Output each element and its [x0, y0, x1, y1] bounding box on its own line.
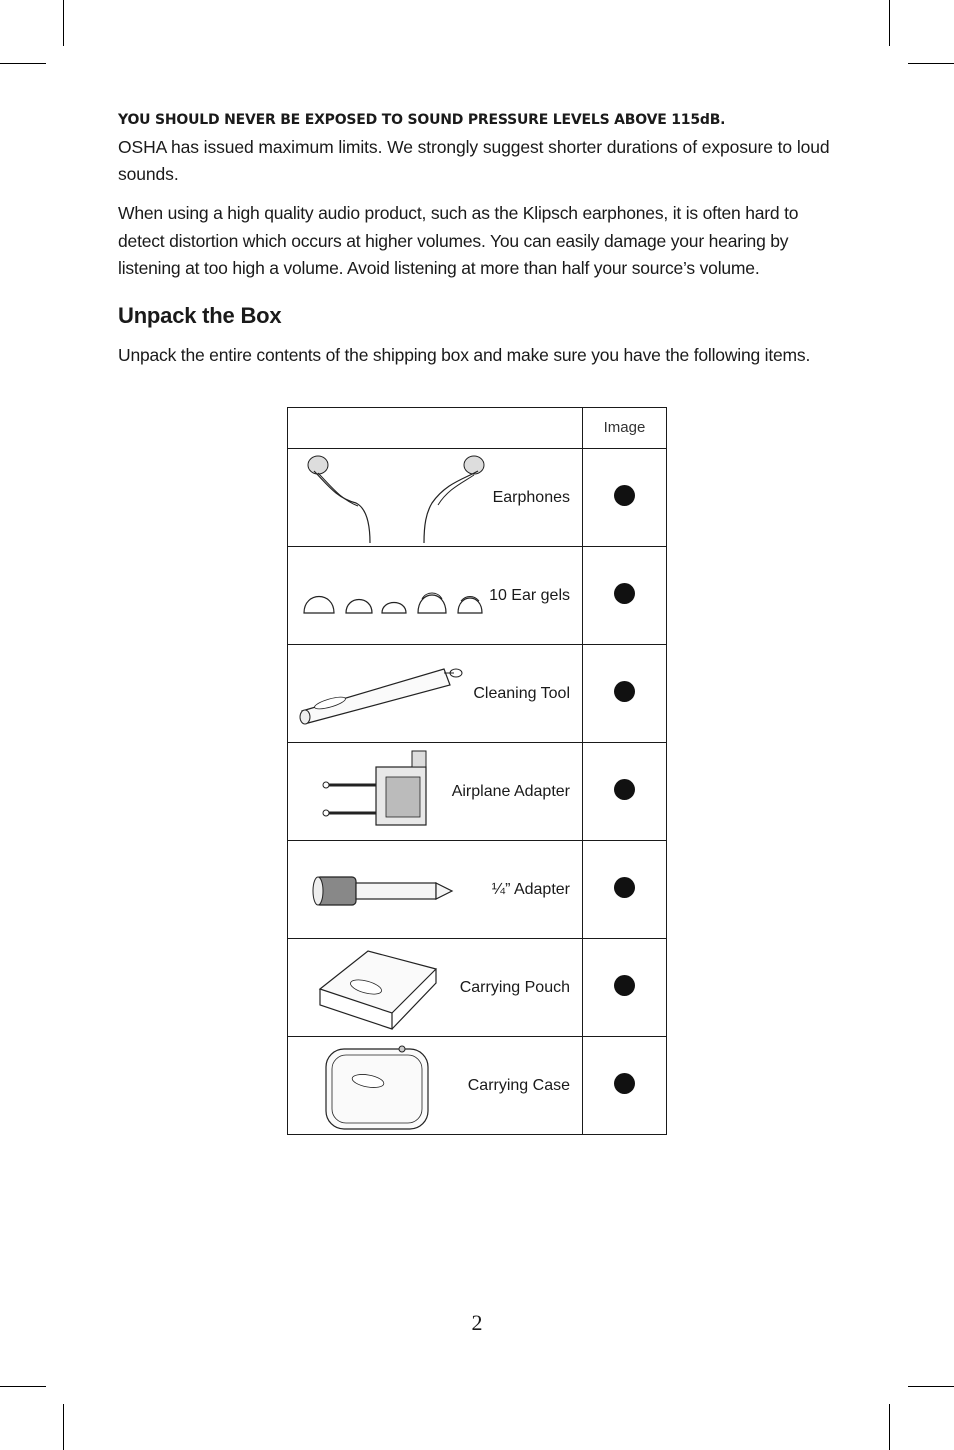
- checkbox-dot: [614, 877, 635, 898]
- carrying-case-icon: [296, 1041, 496, 1131]
- table-header-row: [288, 408, 667, 449]
- item-cell: [288, 449, 582, 546]
- crop-mark: [63, 0, 64, 46]
- item-label: ¼” Adapter: [491, 880, 570, 898]
- item-label: 10 Ear gels: [489, 586, 570, 604]
- cleaning-tool-icon: [296, 649, 496, 739]
- header-empty-cell: [288, 408, 583, 449]
- item-cell: [288, 547, 582, 644]
- osha-paragraph: OSHA has issued maximum limits. We strongly suggest shorter durations of exposure to loud sounds.: [118, 137, 830, 184]
- checkbox-dot: [614, 583, 635, 604]
- checkbox-dot: [614, 779, 635, 800]
- item-label: Cleaning Tool: [473, 684, 570, 702]
- volume-paragraph: When using a high quality audio product, such as the Klipsch earphones, it is often hard to detect distortion which occurs at higher volumes. You can easily damage your hearing by listening at too high a volume. Avoid listening at more than half your source’s volume.: [118, 203, 799, 278]
- table-row: [288, 547, 667, 645]
- item-cell: [288, 743, 582, 840]
- section-intro: Unpack the entire contents of the shipping box and make sure you have the following items.: [118, 344, 811, 365]
- item-cell: [288, 645, 582, 742]
- quarter-inch-adapter-icon: [296, 845, 496, 935]
- item-label: Airplane Adapter: [451, 782, 570, 800]
- checkbox-dot: [614, 485, 635, 506]
- item-cell: [288, 841, 582, 938]
- section-title: Unpack the Box: [118, 302, 282, 328]
- checkbox-dot: [614, 975, 635, 996]
- item-label: Carrying Pouch: [459, 978, 570, 996]
- crop-mark: [0, 63, 46, 64]
- crop-mark: [908, 63, 954, 64]
- table-row: [288, 645, 667, 743]
- earphones-icon: [296, 453, 496, 543]
- page-number: 2: [471, 1310, 483, 1335]
- table-row: [288, 939, 667, 1037]
- warning-heading: YOU SHOULD NEVER BE EXPOSED TO SOUND PRESSURE LEVELS ABOVE 115dB.: [118, 112, 726, 128]
- table-row: [288, 743, 667, 841]
- crop-mark: [908, 1386, 954, 1387]
- table-row: [288, 841, 667, 939]
- item-label: Earphones: [492, 488, 570, 506]
- image-column-header: Image: [603, 419, 646, 436]
- checkbox-dot: [614, 681, 635, 702]
- table-row: [288, 449, 667, 547]
- crop-mark: [63, 1404, 64, 1450]
- crop-mark: [889, 0, 890, 46]
- page-content: [118, 112, 838, 366]
- crop-mark: [0, 1386, 46, 1387]
- checkbox-dot: [614, 1073, 635, 1094]
- item-cell: [288, 939, 582, 1036]
- ear-gels-icon: [296, 551, 496, 641]
- item-label: Carrying Case: [467, 1076, 570, 1094]
- header-image-cell: [583, 408, 667, 449]
- item-cell: [288, 1037, 582, 1134]
- contents-table: [287, 407, 667, 1135]
- crop-mark: [889, 1404, 890, 1450]
- table-row: [288, 1037, 667, 1135]
